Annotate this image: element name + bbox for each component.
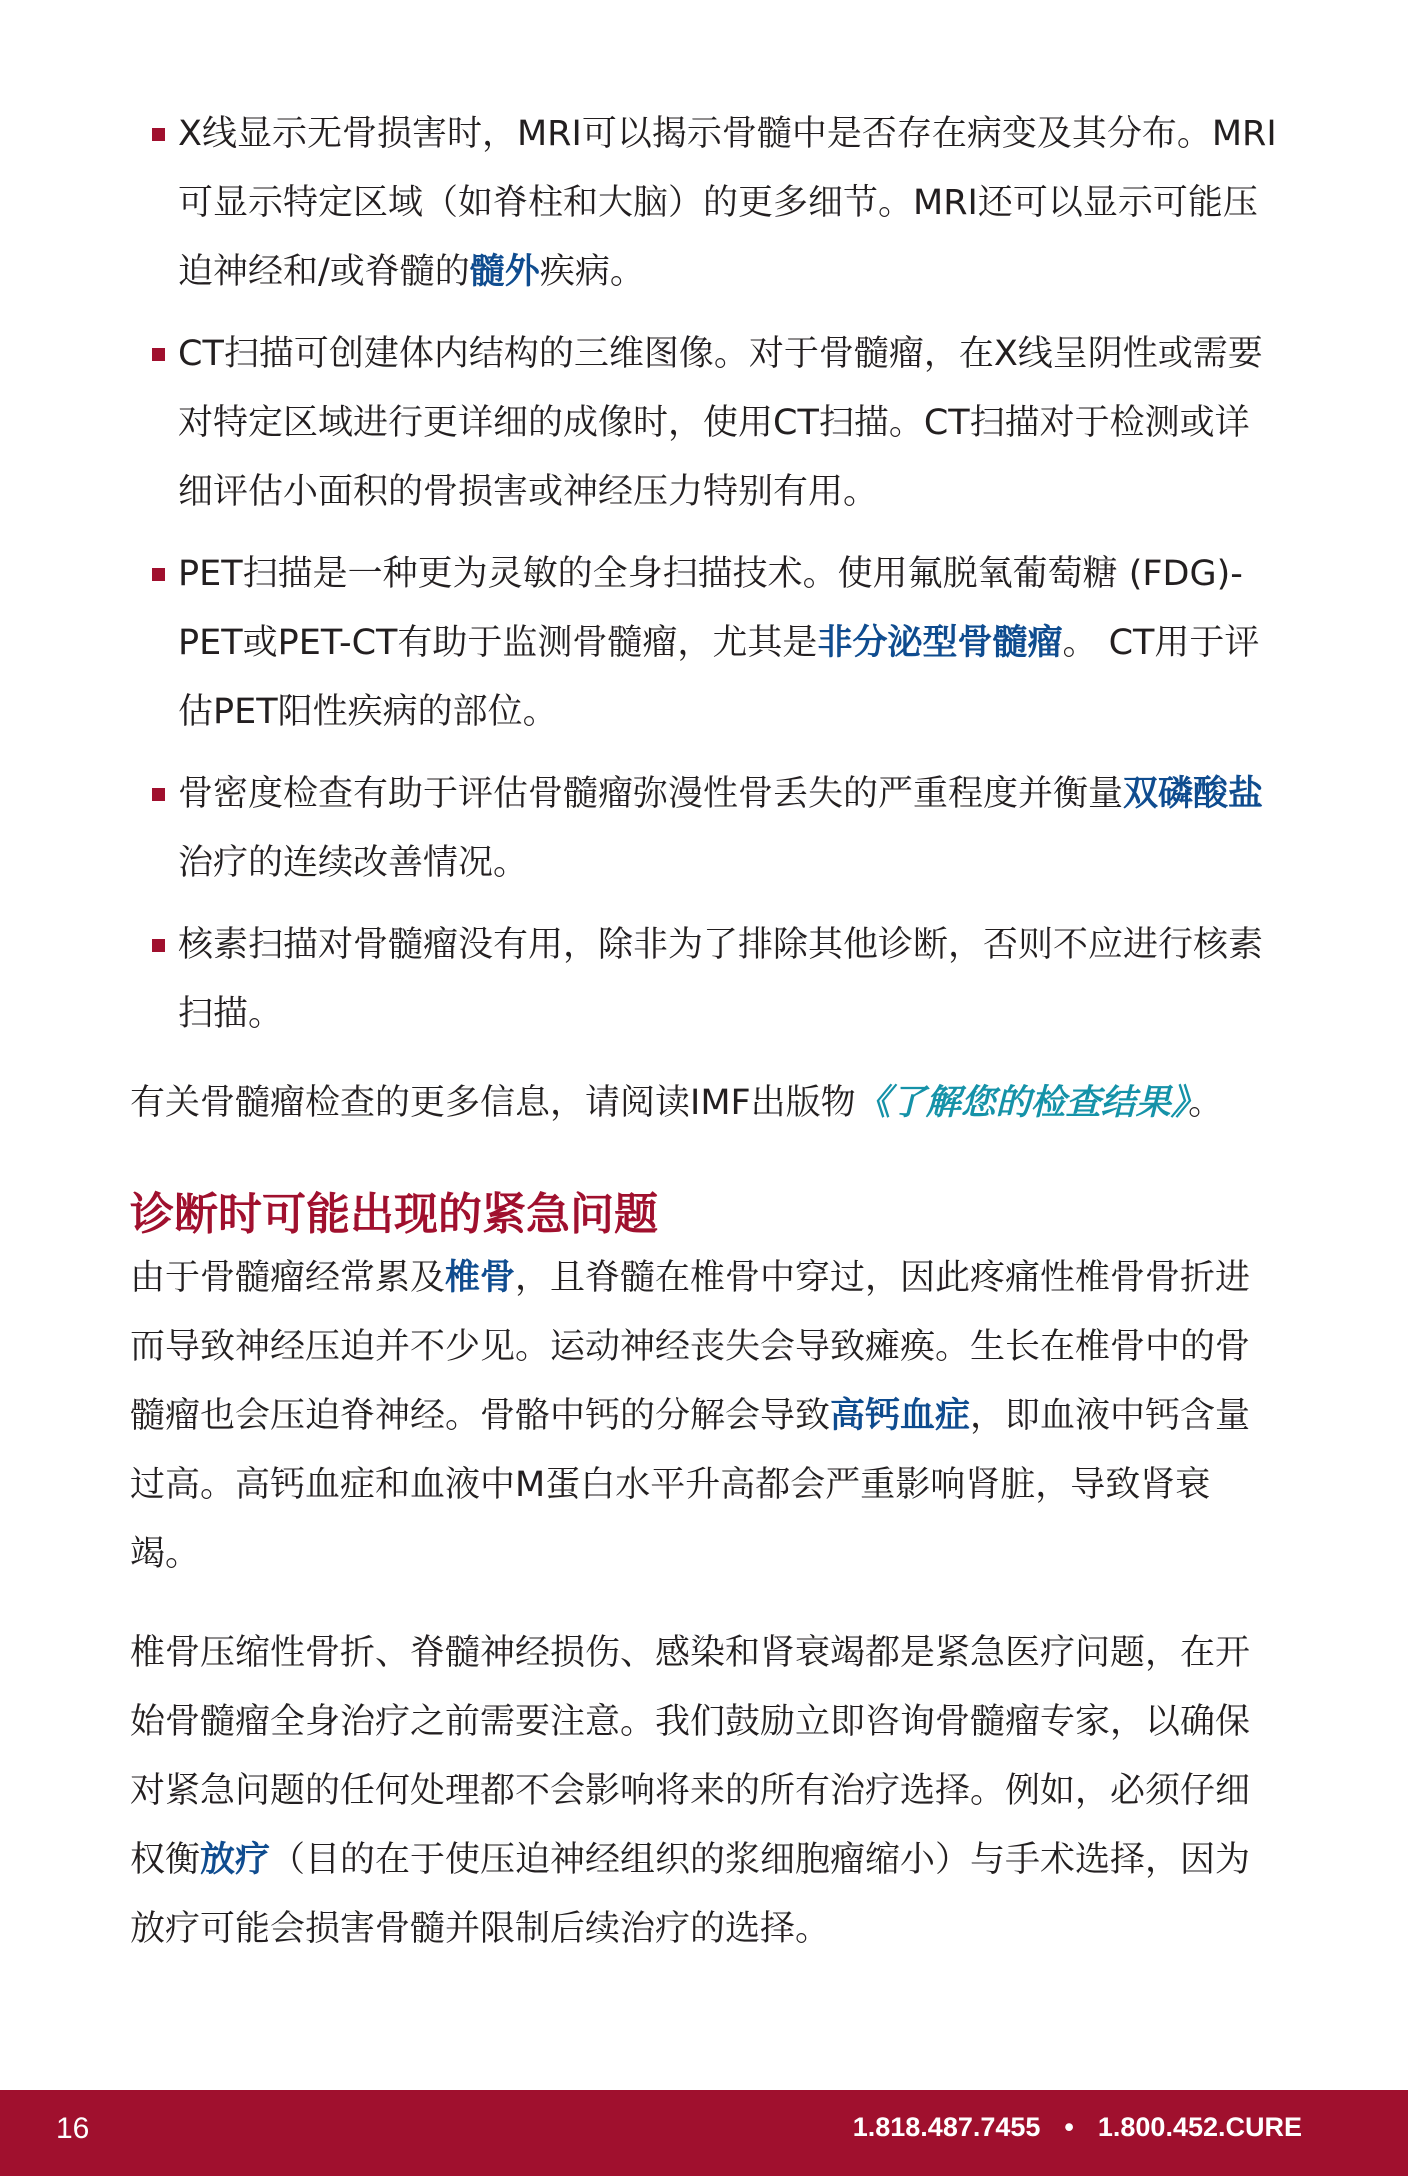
glossary-link-bisphosphonate[interactable]: 双磷酸盐 (1123, 774, 1264, 814)
bullet-marker (152, 939, 165, 952)
section-paragraph-1 (130, 1244, 1280, 1589)
glossary-link-nonsecretory[interactable]: 非分泌型骨髓瘤 (817, 623, 1063, 663)
page-number: 16 (56, 2112, 90, 2145)
bullet-text: 核素扫描对骨髓瘤没有用，除非为了排除其他诊断，否则不应进行核素扫描。 (178, 925, 1264, 1034)
footer-bar (0, 2090, 1408, 2176)
paragraph-text: 有关骨髓瘤检查的更多信息，请阅读IMF出版物 (130, 1083, 856, 1123)
glossary-link-radiation[interactable]: 放疗 (200, 1840, 271, 1880)
paragraph-text: ，且脊髓在椎骨中穿过，因此疼痛性椎骨骨折进而导致神经压迫并不少见。运动神经丧失会导致瘫痪。生长在椎骨中的骨髓瘤也会压迫脊神经。骨骼中钙的分解会导致 (130, 1258, 1251, 1436)
paragraph-text: （目的在于使压迫神经组织的浆细胞瘤缩小）与手术选择，因为放疗可能会损害骨髓并限制后续治疗的选择。 (130, 1840, 1251, 1949)
bullet-mri (130, 100, 1280, 307)
bullet-marker (152, 128, 165, 141)
section-paragraph-2 (130, 1619, 1280, 1964)
bullet-marker (152, 568, 165, 581)
bullet-text: PET扫描是一种更为灵敏的全身扫描技术。使用氟脱氧葡萄糖 (FDG)-PET或PET-CT有助于监测骨髓瘤，尤其是 (178, 554, 1243, 663)
glossary-link-hypercalcemia[interactable]: 高钙血症 (830, 1396, 971, 1436)
page-content (130, 100, 1280, 1964)
bullet-ct (130, 320, 1280, 527)
bullet-marker (152, 788, 165, 801)
more-info-paragraph (130, 1069, 1280, 1138)
bullet-text: 疾病。 (539, 252, 645, 292)
publication-link[interactable]: 《了解您的检查结果》 (855, 1083, 1189, 1123)
bullet-text: CT扫描可创建体内结构的三维图像。对于骨髓瘤，在X线呈阴性或需要对特定区域进行更详细的成像时，使用CT扫描。CT扫描对于检测或详细评估小面积的骨损害或神经压力特别有用。 (178, 334, 1263, 512)
paragraph-text: ，即血液中钙含量过高。高钙血症和血液中M蛋白水平升高都会严重影响肾脏，导致肾衰竭。 (130, 1396, 1251, 1574)
glossary-link-extramedullary[interactable]: 髓外 (469, 252, 540, 292)
bullet-nuclear-scan (130, 911, 1280, 1049)
bullet-pet (130, 540, 1280, 747)
paragraph-text: 。 (1188, 1083, 1224, 1123)
phone-number-2[interactable]: 1.800.452.CURE (1097, 2112, 1302, 2142)
bullet-text: X线显示无骨损害时，MRI可以揭示骨髓中是否存在病变及其分布。MRI可显示特定区域（如脊柱和大脑）的更多细节。MRI还可以显示可能压迫神经和/或脊髓的 (178, 114, 1277, 292)
phone-number-1[interactable]: 1.818.487.7455 (852, 2112, 1041, 2142)
glossary-link-vertebrae[interactable]: 椎骨 (445, 1258, 516, 1298)
paragraph-gap (130, 1589, 1280, 1619)
contact-phones (853, 2112, 1302, 2143)
separator-dot: • (1064, 2112, 1074, 2142)
bullet-text: 治疗的连续改善情况。 (178, 843, 529, 883)
section-heading: 诊断时可能出现的紧急问题 (130, 1189, 658, 1240)
paragraph-text: 由于骨髓瘤经常累及 (130, 1258, 446, 1298)
bullet-text: 。 CT用于评估PET阳性疾病的部位。 (178, 623, 1260, 732)
bullet-bone-density (130, 760, 1280, 898)
paragraph-text: 椎骨压缩性骨折、脊髓神经损伤、感染和肾衰竭都是紧急医疗问题，在开始骨髓瘤全身治疗之前需要注意。我们鼓励立即咨询骨髓瘤专家，以确保对紧急问题的任何处理都不会影响将来的所有治疗选择。例如，必须仔细权衡 (130, 1633, 1251, 1880)
bullet-marker (152, 348, 165, 361)
bullet-text: 骨密度检查有助于评估骨髓瘤弥漫性骨丢失的严重程度并衡量 (178, 774, 1124, 814)
